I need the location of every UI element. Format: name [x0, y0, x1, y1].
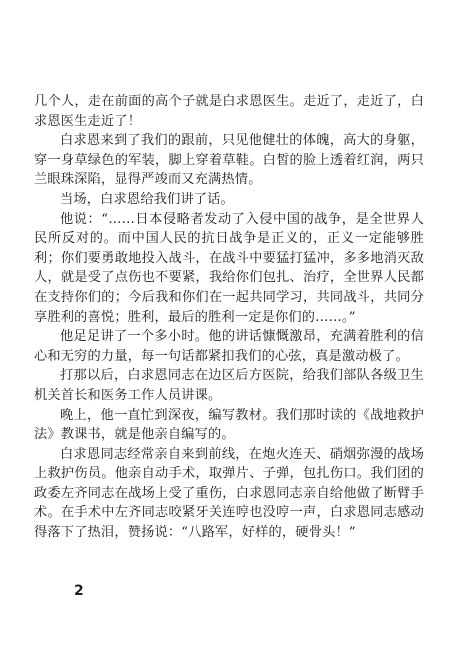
body-text [34, 92, 424, 543]
paragraph: 白求恩同志经常亲自来到前线，在炮火连天、硝烟弥漫的战场上救护伤员。他亲自动手术，取弹片、子弹，包扎伤口。我们团的政委左齐同志在战场上受了重伤，白求恩同志亲自给他做了断臂手术。在手术中左齐同志咬紧牙关连哼也没哼一声，白求恩同志感动得落下了热泪，赞扬说：“八路军，好样的，硬骨头！” [34, 446, 424, 541]
paragraph: 白求恩来到了我们的跟前，只见他健壮的体魄，高大的身躯，穿一身草绿色的军装，脚上穿着草鞋。白皙的脸上透着红润，两只兰眼珠深陷，显得严竣而又充满热情。 [34, 133, 424, 188]
paragraph: 当场，白求恩给我们讲了话。 [60, 191, 235, 207]
paragraph: 几个人，走在前面的高个子就是白求恩医生。走近了，走近了，白求恩医生走近了！ [34, 94, 424, 129]
page-number: 2 [74, 583, 84, 599]
paragraph: 打那以后，白求恩同志在边区后方医院，给我们部队各级卫生机关首长和医务工作人员讲课。 [34, 368, 424, 403]
paragraph: 他足足讲了一个多小时。他的讲话慷慨激昂，充满着胜利的信心和无穷的力量，每一句话都紧扣我们的心弦，真是激动极了。 [34, 329, 424, 364]
paragraph: 他说：“……日本侵略者发动了入侵中国的战争，是全世界人民所反对的。而中国人民的抗日战争是正义的，正义一定能够胜利；你们要勇敢地投入战斗，在战斗中要猛打猛冲，多多地消灭敌人，就是受了点伤也不要紧，我给你们包扎、治疗，全世界人民都在支持你们的；今后我和你们在一起共同学习，共同战斗，共同分享胜利的喜悦；胜利，最后的胜利一定是你们的……。” [34, 211, 424, 325]
paragraph: 晚上，他一直忙到深夜，编写教材。我们那时读的《战地救护法》教课书，就是他亲自编写的。 [34, 407, 424, 443]
